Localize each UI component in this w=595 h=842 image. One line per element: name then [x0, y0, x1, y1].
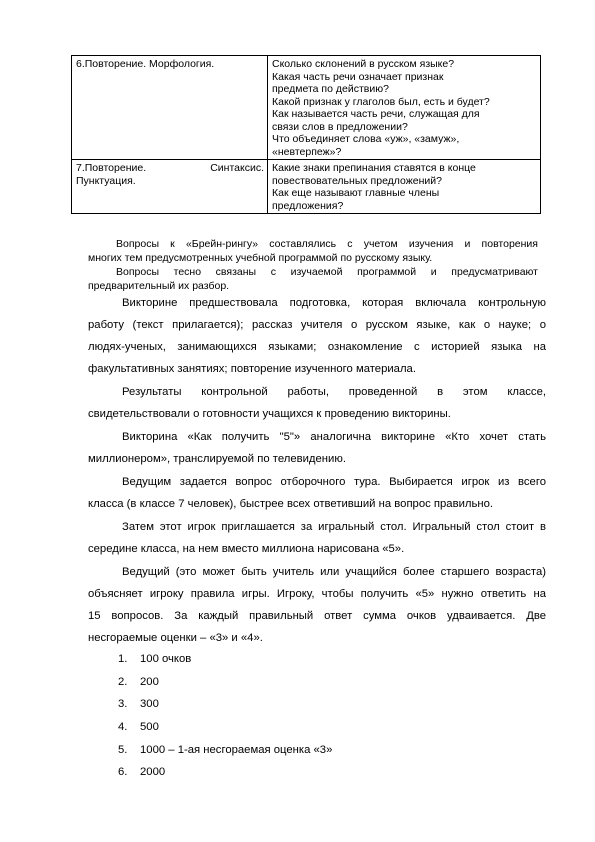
- paragraph-line: Затем этот игрок приглашается за игральный стол. Игральный стол стоит в: [122, 521, 546, 533]
- paragraph-line: середине класса, на нем вместо миллиона нарисована «5».: [88, 543, 405, 555]
- question-line: Какие знаки препинания ставятся в конце: [272, 162, 476, 174]
- table-cell-questions: [268, 160, 541, 214]
- topic-text: Пунктуация.: [76, 174, 136, 187]
- list-item: [118, 693, 332, 716]
- paragraph-line: несгораемые оценки – «3» и «4».: [88, 632, 263, 644]
- list-item: [118, 739, 332, 762]
- list-item: [118, 761, 332, 784]
- question-line: Какая часть речи означает признак: [272, 70, 444, 83]
- list-item: [118, 716, 332, 739]
- list-text: 300: [140, 698, 159, 711]
- paragraph-line: миллионером», транслируемой по телевидению.: [88, 453, 346, 465]
- list-number: 3.: [118, 698, 128, 711]
- table-row: [72, 56, 541, 160]
- paragraph-line: Ведущий (это может быть учитель или учащийся более старшего возраста): [122, 566, 546, 578]
- list-text: 100 очков: [140, 653, 192, 665]
- paragraph-quiz: [88, 426, 546, 470]
- paragraph-rules: [88, 561, 546, 649]
- table-row: [72, 160, 541, 214]
- paragraph-line: Викторина «Как получить "5"» аналогична викторине «Кто хочет стать: [122, 431, 546, 443]
- list-text: 2000: [140, 766, 166, 779]
- paragraph-line: класса (в классе 7 человек), быстрее всех ответивший на вопрос правильно.: [88, 498, 494, 510]
- paragraph-selection: [88, 471, 546, 515]
- table-cell-questions: [268, 56, 541, 160]
- paragraph-intro-2: [88, 265, 538, 293]
- list-item: [118, 648, 332, 671]
- list-text: 200: [140, 675, 159, 688]
- topic-line: [76, 162, 264, 175]
- list-text: 500: [140, 721, 159, 734]
- question-line: Как называется часть речи, служащая для: [272, 108, 480, 120]
- topic-text: 6.Повторение. Морфология.: [76, 58, 215, 70]
- table-cell-topic: [72, 56, 268, 160]
- paragraph-line: 15 вопросов. За каждый правильный ответ сумма очков удваивается. Две: [88, 610, 546, 622]
- question-line: Сколько склонений в русском языке?: [272, 58, 455, 70]
- paragraph-table: [88, 516, 546, 560]
- paragraph-results: [88, 381, 546, 425]
- question-line: повествовательных предложений?: [272, 174, 443, 187]
- points-list: [118, 648, 332, 784]
- paragraph-line: работу (текст прилагается); рассказ учителя о русском языке, как о науке; о: [88, 319, 546, 331]
- list-number: 5.: [118, 743, 128, 756]
- list-text: 1000 – 1-ая несгораемая оценка «3»: [140, 743, 333, 756]
- question-line: предмета по действию?: [272, 83, 389, 95]
- paragraph-line: Вопросы тесно связаны с изучаемой программой и предусматривают: [116, 266, 538, 278]
- paragraph-line: объясняет игроку правила игры. Игроку, чтобы получить «5» нужно ответить на: [88, 588, 546, 600]
- paragraph-line: факультативных занятиях; повторение изученного материала.: [88, 363, 416, 375]
- list-item: [118, 671, 332, 694]
- topic-word: 7.Повторение.: [76, 162, 147, 174]
- paragraph-intro-1: [88, 237, 538, 265]
- question-line: «невтерпеж»?: [272, 145, 342, 158]
- question-line: Как еще называют главные члены: [272, 187, 440, 199]
- question-line: Какой признак у глаголов был, есть и будет?: [272, 95, 490, 108]
- list-number: 6.: [118, 766, 128, 779]
- paragraph-line: многих тем предусмотренных учебной программой по русскому языку.: [88, 252, 433, 264]
- paragraph-line: Результаты контрольной работы, проведенной в этом классе,: [122, 386, 546, 398]
- question-line: предложения?: [272, 199, 344, 212]
- question-line: Что объединяет слова «уж», «замуж»,: [272, 133, 460, 145]
- question-line: связи слов в предложении?: [272, 120, 408, 133]
- table-cell-topic: [72, 160, 268, 214]
- questions-table: [71, 55, 541, 214]
- paragraph-line: Вопросы к «Брейн-рингу» составлялись с учетом изучения и повторения: [116, 238, 538, 250]
- topic-word: Синтаксис.: [210, 162, 264, 174]
- list-number: 2.: [118, 675, 128, 688]
- paragraph-line: людях-ученых, занимающихся языками; ознакомление с историей языка на: [88, 341, 546, 353]
- paragraph-line: свидетельствовали о готовности учащихся к проведению викторины.: [88, 408, 451, 420]
- list-number: 4.: [118, 721, 128, 734]
- paragraph-preparation: [88, 292, 546, 380]
- paragraph-line: Ведущим задается вопрос отборочного тура. Выбирается игрок из всего: [122, 476, 546, 488]
- paragraph-line: Викторине предшествовала подготовка, которая включала контрольную: [122, 297, 546, 309]
- paragraph-line: предварительный их разбор.: [88, 280, 230, 292]
- list-number: 1.: [118, 653, 128, 665]
